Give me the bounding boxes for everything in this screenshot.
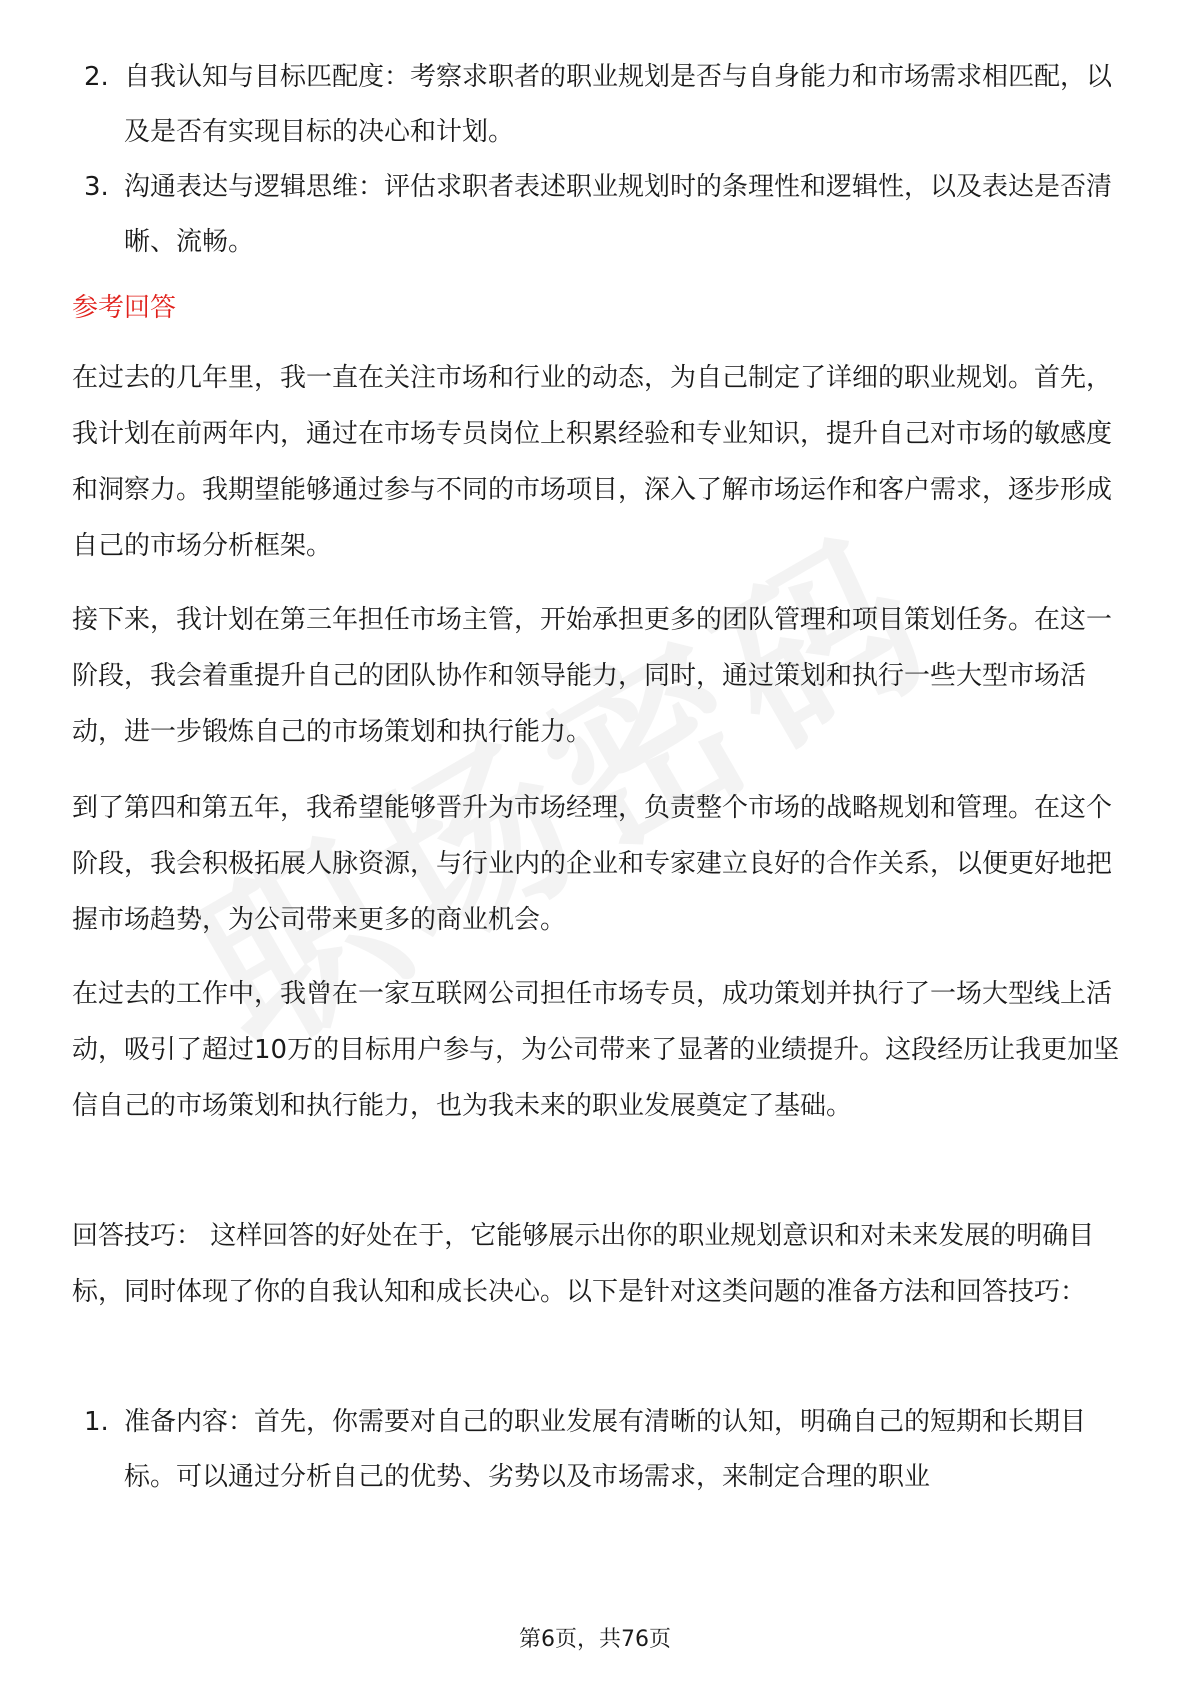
paragraph: 回答技巧： 这样回答的好处在于，它能够展示出你的职业规划意识和对未来发展的明确目标，同时体现了你的自我认知和成长决心。以下是针对这类问题的准备方法和回答技巧： [72,1221,1095,1307]
page-footer: 第6页，共76页 [519,1627,671,1652]
list-item [72,160,1122,270]
paragraph: 到了第四和第五年，我希望能够晋升为市场经理，负责整个市场的战略规划和管理。在这个阶段，我会积极拓展人脉资源，与行业内的企业和专家建立良好的合作关系，以便更好地把握市场趋势，为公司带来更多的商业机会。 [72,793,1113,935]
list-item [72,50,1122,160]
list-number: 1. [84,1407,109,1437]
paragraph: 接下来，我计划在第三年担任市场主管，开始承担更多的团队管理和项目策划任务。在这一阶段，我会着重提升自己的团队协作和领导能力，同时，通过策划和执行一些大型市场活动，进一步锻炼自己的市场策划和执行能力。 [72,605,1113,747]
paragraph: 在过去的工作中，我曾在一家互联网公司担任市场专员，成功策划并执行了一场大型线上活动，吸引了超过10万的目标用户参与，为公司带来了显著的业绩提升。这段经历让我更加坚信自己的市场策划和执行能力，也为我未来的职业发展奠定了基础。 [72,979,1120,1121]
list-text: 沟通表达与逻辑思维：评估求职者表述职业规划时的条理性和逻辑性，以及表达是否清晰、流畅。 [124,172,1113,257]
list-item [72,1395,1122,1505]
list-number: 3. [84,172,109,202]
tips-list [72,1395,1122,1505]
paragraph: 在过去的几年里，我一直在关注市场和行业的动态，为自己制定了详细的职业规划。首先，我计划在前两年内，通过在市场专员岗位上积累经验和专业知识，提升自己对市场的敏感度和洞察力。我期望能够通过参与不同的市场项目，深入了解市场运作和客户需求，逐步形成自己的市场分析框架。 [72,363,1113,561]
list-text: 自我认知与目标匹配度：考察求职者的职业规划是否与自身能力和市场需求相匹配，以及是否有实现目标的决心和计划。 [124,62,1113,147]
criteria-list [72,50,1122,270]
list-number: 2. [84,62,109,92]
section-heading: 参考回答 [72,293,177,323]
list-text: 准备内容：首先，你需要对自己的职业发展有清晰的认知，明确自己的短期和长期目标。可以通过分析自己的优势、劣势以及市场需求，来制定合理的职业 [124,1407,1087,1492]
